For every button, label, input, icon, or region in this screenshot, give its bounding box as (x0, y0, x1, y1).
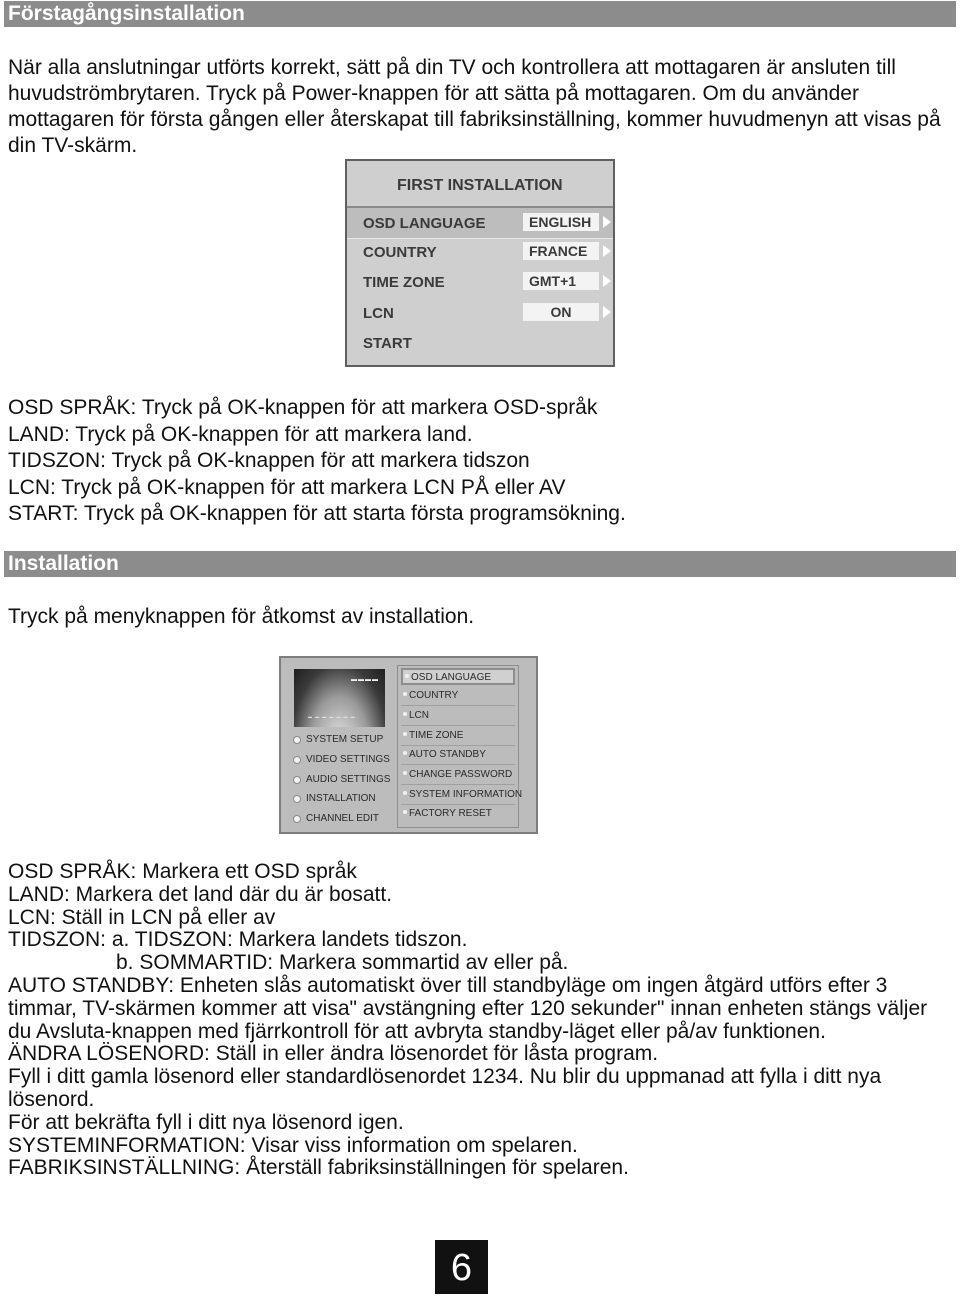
country-row (347, 237, 613, 267)
installation-submenu (397, 665, 523, 828)
arrow-right-icon (603, 275, 611, 287)
bullet-icon (405, 674, 409, 678)
desc-line: START: Tryck på OK-knappen för att starta första programsökning. (8, 502, 626, 525)
row-value: GMT+1 (523, 272, 599, 290)
arrow-right-icon (603, 216, 611, 228)
page-number: 6 (435, 1240, 488, 1294)
installation-menu-screen: ▬▬▬▬ ▬ ▬ ▬ ▬ ▬ ▬ ▬ SYSTEM SETUP VIDEO SETTINGS AUDIO SETTINGS INSTALLATION CHANNEL EDIT OSD LANGUAGE COUNTRY LCN TIME ZONE AUTO STANDBY CHANGE PASSWORD SYSTEM INFORMATION FACTORY RESET (279, 656, 538, 834)
screen-title: FIRST INSTALLATION (397, 177, 563, 194)
system-information-text: SYSTEMINFORMATION: Visar viss information om spelaren. (8, 1133, 578, 1157)
desc-line: OSD SPRÅK: Markera ett OSD språk (8, 860, 357, 883)
bullet-icon (403, 712, 407, 716)
bullet-icon (293, 756, 301, 764)
installation-descriptions (8, 861, 953, 975)
bullet-icon (293, 815, 301, 823)
bullet-icon (293, 795, 301, 803)
time-zone-row (347, 267, 613, 297)
bullet-icon (403, 732, 407, 736)
installation-intro: Tryck på menyknappen för åtkomst av installation. (8, 605, 475, 628)
desc-line: TIDSZON: Tryck på OK-knappen för att markera tidszon (8, 449, 530, 472)
bullet-icon (293, 736, 301, 744)
row-label: OSD LANGUAGE (363, 215, 486, 232)
row-value: FRANCE (523, 242, 599, 260)
bullet-icon (403, 751, 407, 755)
first-installation-descriptions (8, 395, 953, 528)
row-label: TIME ZONE (363, 274, 445, 291)
arrow-right-icon (603, 306, 611, 318)
submenu-item-lcn: LCN (401, 708, 515, 726)
submenu-item-osd-language: OSD LANGUAGE (401, 668, 515, 685)
bullet-icon (293, 776, 301, 784)
row-label: COUNTRY (363, 244, 437, 261)
section-heading-installation: Installation (4, 551, 956, 577)
brand-logo: ▬▬▬▬ (351, 677, 379, 683)
desc-line: LAND: Markera det land där du är bosatt. (8, 882, 393, 906)
change-password-text: ÄNDRA LÖSENORD: Ställ in eller ändra lösenordet för låsta program. (8, 1042, 659, 1066)
bullet-icon (403, 771, 407, 775)
installation-details (8, 975, 953, 1180)
tv-banner-image (294, 669, 385, 727)
desc-line: LCN: Tryck på OK-knappen för att markera LCN PÅ eller AV (8, 475, 566, 499)
bullet-icon (403, 791, 407, 795)
banner-strip: ▬ ▬ ▬ ▬ ▬ ▬ ▬ (308, 714, 356, 719)
submenu-item-change-password: CHANGE PASSWORD (401, 767, 515, 785)
desc-line: LAND: Tryck på OK-knappen för att markera land. (8, 422, 473, 446)
submenu-item-system-information: SYSTEM INFORMATION (401, 787, 515, 805)
lcn-row (347, 298, 613, 328)
submenu-item-time-zone: TIME ZONE (401, 728, 515, 746)
submenu-item-factory-reset: FACTORY RESET (401, 806, 515, 823)
submenu-item-country: COUNTRY (401, 688, 515, 706)
submenu-item-auto-standby: AUTO STANDBY (401, 747, 515, 765)
bullet-icon (403, 810, 407, 814)
row-label: START (363, 335, 412, 352)
intro-paragraph: När alla anslutningar utförts korrekt, sätt på din TV och kontrollera att mottagaren är ansluten till huvudströmbrytaren. Tryck på Power-knappen för att sätta på mottagaren. Om du använder mottagaren för första gången eller återskapat till fabriksinställning, kommer huvudmenyn att visas på din TV-skärm. (8, 56, 941, 157)
desc-line: b. SOMMARTID: Markera sommartid av eller på. (116, 951, 569, 975)
old-password-text: Fyll i ditt gamla lösenord eller standardlösenordet 1234. Nu blir du uppmanad att fylla i ditt nya lösenord. (8, 1065, 882, 1111)
row-value: ON (523, 303, 599, 321)
bullet-icon (403, 692, 407, 696)
row-label: LCN (363, 305, 394, 322)
osd-language-row (347, 206, 613, 239)
row-value: ENGLISH (523, 213, 599, 231)
factory-reset-text: FABRIKSINSTÄLLNING: Återställ fabriksinställningen för spelaren. (8, 1156, 629, 1180)
desc-line: LCN: Ställ in LCN på eller av (8, 905, 276, 929)
start-row (347, 328, 613, 358)
section-heading-first-installation: Förstagångsinstallation (4, 1, 956, 27)
auto-standby-text: AUTO STANDBY: Enheten slås automatiskt över till standbyläge om ingen åtgärd utförs efter 3 timmar, TV-skärmen kommer att visa" avstängning efter 120 sekunder" innan enheten stängs väljer du Avsluta-knappen med fjärrkontroll för att avbryta standby-läget eller på/av funktionen. (8, 974, 928, 1043)
desc-line: TIDSZON: a. TIDSZON: Markera landets tidszon. (8, 928, 468, 952)
arrow-right-icon (603, 245, 611, 257)
confirm-password-text: För att bekräfta fyll i ditt nya lösenord igen. (8, 1110, 404, 1134)
desc-line: OSD SPRÅK: Tryck på OK-knappen för att markera OSD-språk (8, 396, 598, 419)
first-installation-screen (345, 159, 615, 367)
